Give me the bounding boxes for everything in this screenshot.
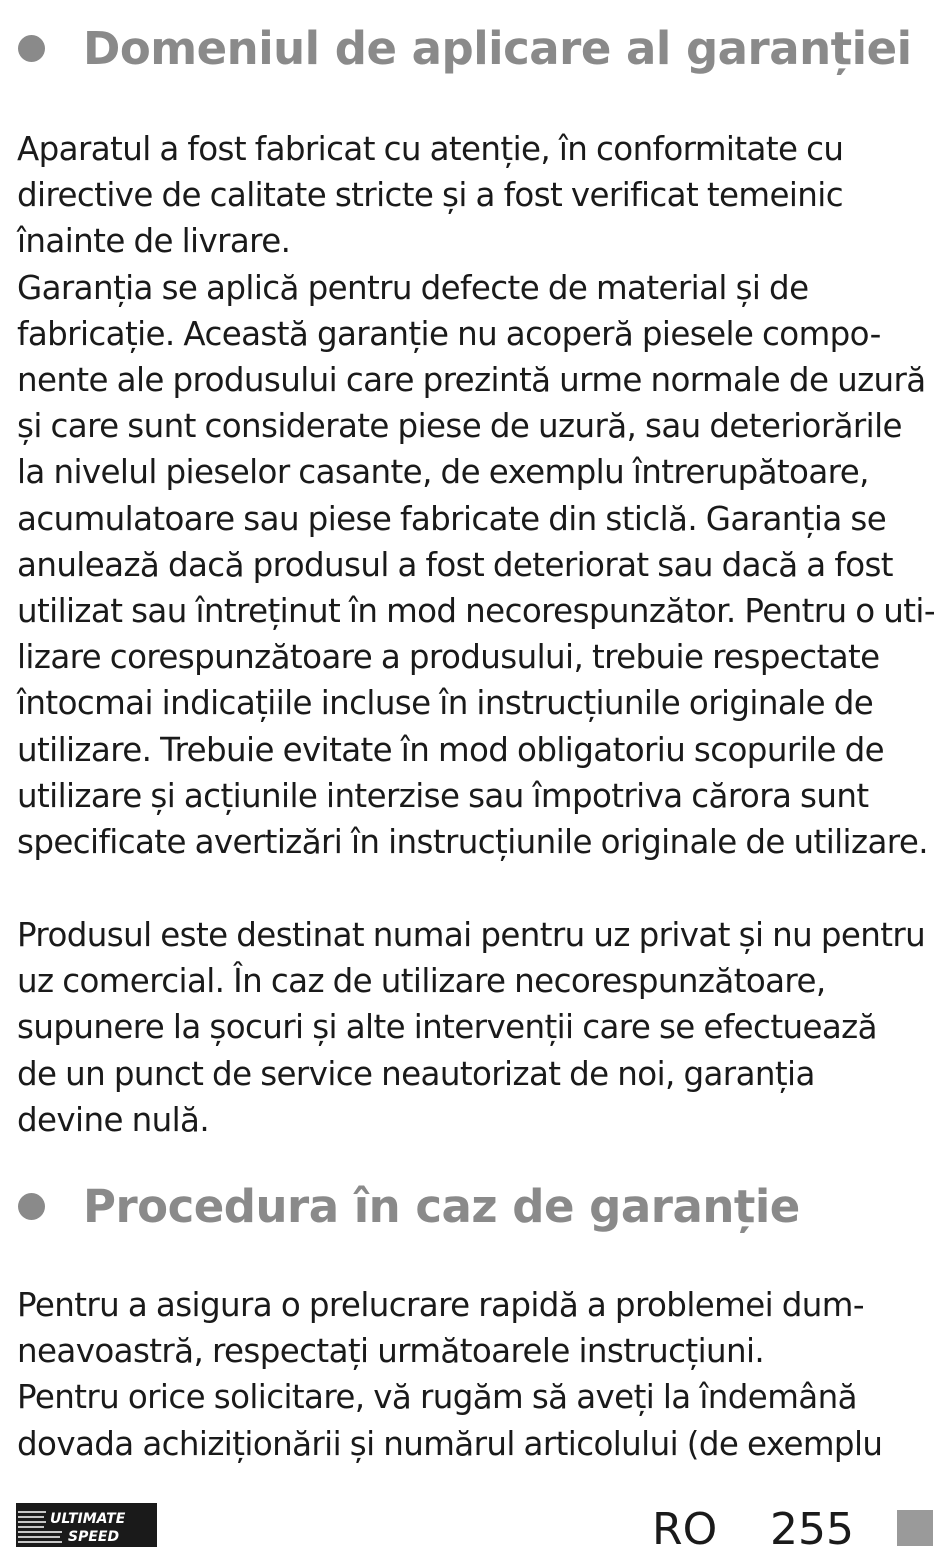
text-line: fabricație. Această garanție nu acoperă piesele compo-	[17, 314, 881, 353]
bullet-icon	[18, 35, 45, 62]
text-line: neavoastră, respectați următoarele instrucțiuni.	[17, 1332, 765, 1371]
logo-text-line1: ULTIMATE	[50, 1511, 126, 1527]
page-number: 255	[770, 1504, 854, 1555]
text-line: dovada achiziționării și numărul articolului (de exemplu	[17, 1424, 883, 1463]
section-heading-warranty-scope	[18, 22, 912, 75]
page-marker-square	[897, 1510, 933, 1546]
text-line: de un punct de service neautorizat de noi, garanția	[17, 1054, 815, 1093]
text-line: Garanția se aplică pentru defecte de material și de	[17, 268, 809, 307]
paragraph-warranty-procedure	[17, 1282, 937, 1467]
text-line: specificate avertizări în instrucțiunile originale de utilizare.	[17, 823, 928, 862]
text-line: Pentru a asigura o prelucrare rapidă a problemei dum-	[17, 1286, 864, 1324]
text-line: Pentru orice solicitare, vă rugăm să aveți la îndemână	[17, 1378, 857, 1417]
text-line: utilizare și acțiunile interzise sau împotriva cărora sunt	[17, 776, 869, 815]
text-line: supunere la șocuri și alte intervenții care se efectuează	[17, 1008, 877, 1047]
paragraph-private-use	[17, 912, 937, 1143]
text-line: anulează dacă produsul a fost deteriorat sau dacă a fost	[17, 545, 893, 584]
text-line: la nivelul pieselor casante, de exemplu întrerupătoare,	[17, 453, 869, 492]
section-heading-warranty-procedure	[18, 1180, 800, 1233]
language-code: RO	[652, 1504, 718, 1555]
text-line: utilizare. Trebuie evitate în mod obligatoriu scopurile de	[17, 730, 885, 769]
text-line: Produsul este destinat numai pentru uz privat și nu pentru	[17, 916, 926, 954]
logo-text-line2: SPEED	[68, 1529, 120, 1545]
ultimate-speed-logo	[16, 1503, 157, 1547]
text-line: directive de calitate stricte și a fost verificat temeinic	[17, 176, 843, 215]
text-line: nente ale produsului care prezintă urme normale de uzură	[17, 361, 926, 400]
text-line: uz comercial. În caz de utilizare necorespunzătoare,	[17, 962, 826, 1001]
text-line: întocmai indicațiile incluse în instrucțiunile originale de	[17, 684, 874, 723]
text-line: înainte de livrare.	[17, 222, 291, 261]
text-line: lizare corespunzătoare a produsului, trebuie respectate	[17, 638, 880, 677]
text-line: devine nulă.	[17, 1100, 210, 1139]
section-title: Procedura în caz de garanție	[83, 1180, 800, 1233]
text-line: acumulatoare sau piese fabricate din sticlă. Garanția se	[17, 499, 887, 538]
bullet-icon	[18, 1193, 45, 1220]
section-title: Domeniul de aplicare al garanției	[83, 22, 912, 75]
text-line: utilizat sau întreținut în mod necorespunzător. Pentru o uti-	[17, 592, 935, 631]
text-line: Aparatul a fost fabricat cu atenție, în conformitate cu	[17, 130, 844, 168]
text-line: și care sunt considerate piese de uzură, sau deteriorările	[17, 407, 902, 446]
paragraph-warranty-scope	[17, 126, 937, 865]
